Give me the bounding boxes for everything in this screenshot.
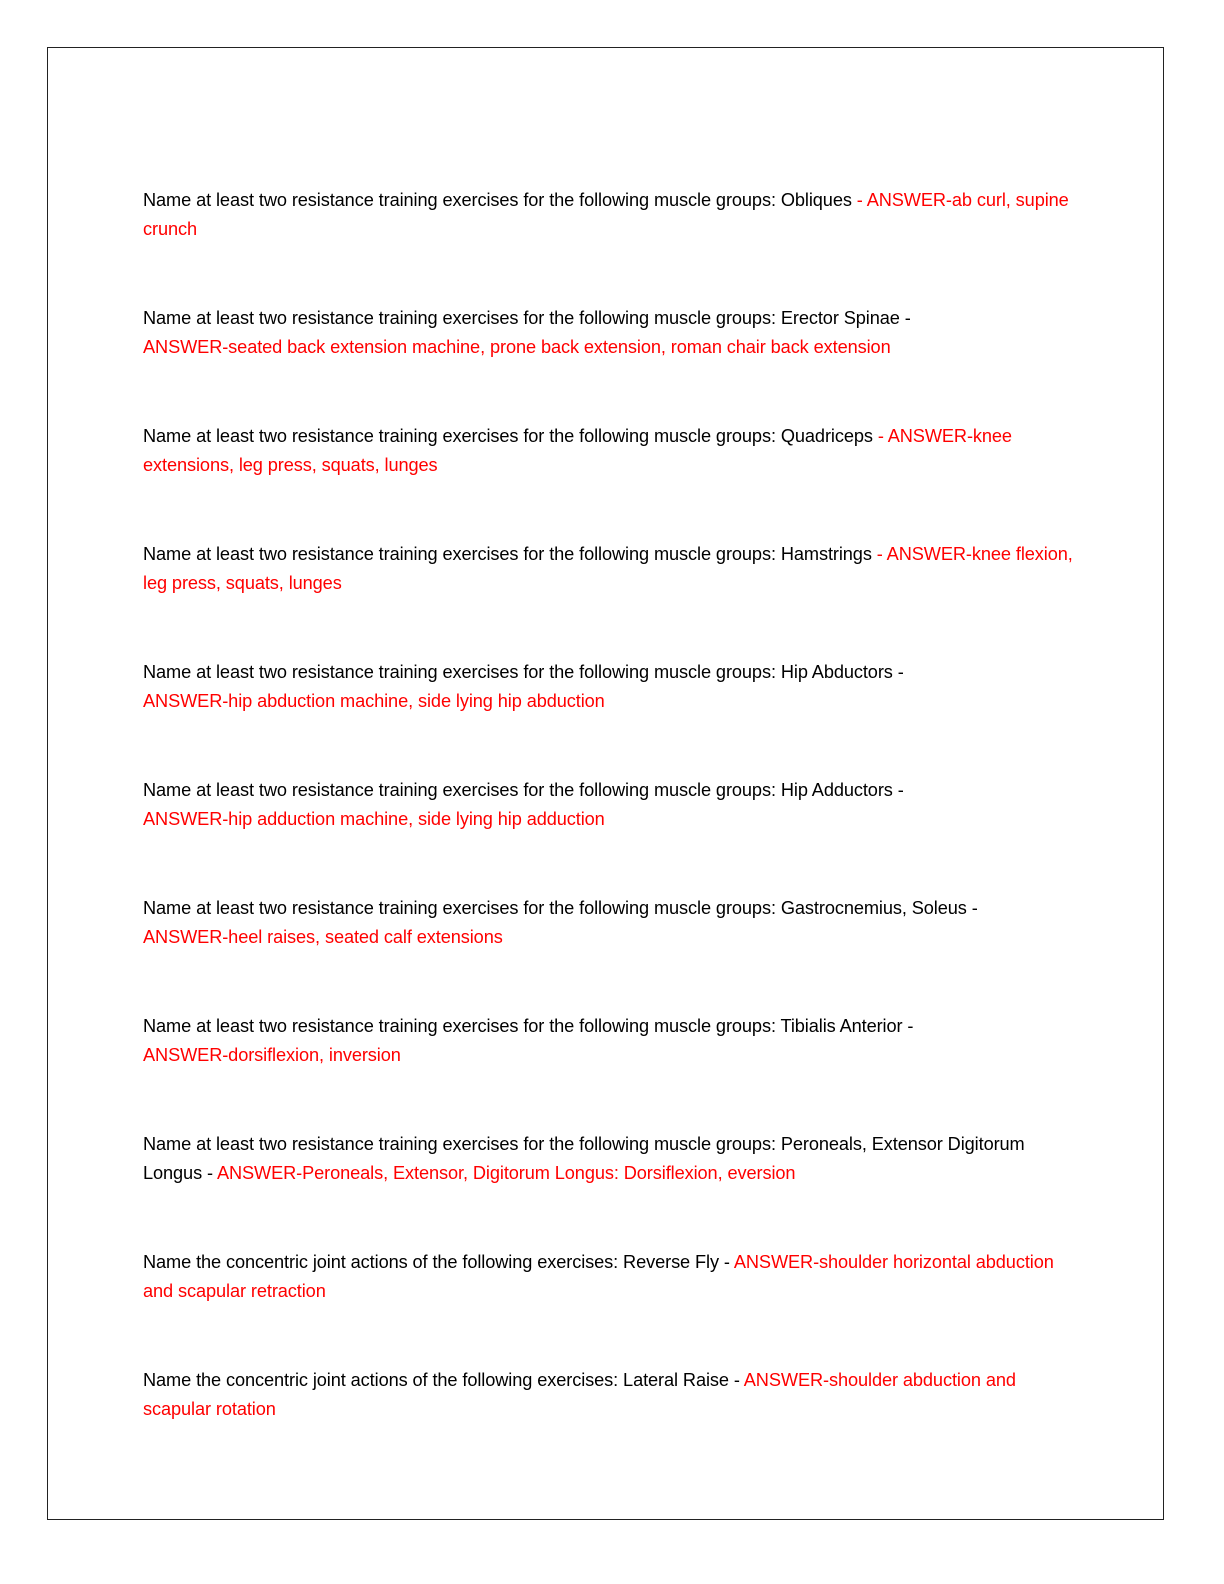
question-text: Name at least two resistance training exercises for the following muscle groups: Tibialis Anterior - [143,1016,914,1036]
qa-item-lateral-raise [143,1366,1073,1424]
question-text: Name at least two resistance training exercises for the following muscle groups: Obliques [143,190,852,210]
answer-text: ANSWER-shoulder horizontal abduction and scapular retraction [143,1252,1054,1301]
question-text: Name at least two resistance training exercises for the following muscle groups: Quadriceps [143,426,873,446]
question-text: Name at least two resistance training exercises for the following muscle groups: Hamstrings [143,544,872,564]
question-text: Name the concentric joint actions of the following exercises: Lateral Raise - [143,1370,740,1390]
question-text: Name the concentric joint actions of the following exercises: Reverse Fly - [143,1252,730,1272]
question-text: Name at least two resistance training exercises for the following muscle groups: Gastrocnemius, Soleus - [143,898,978,918]
answer-text: - ANSWER-ab curl, supine crunch [143,190,1069,239]
qa-item-gastrocnemius-soleus [143,894,1073,952]
qa-item-hamstrings [143,540,1073,598]
qa-item-erector-spinae [143,304,1073,362]
qa-item-obliques [143,186,1073,244]
qa-item-quadriceps [143,422,1073,480]
answer-text: ANSWER-Peroneals, Extensor, Digitorum Longus: Dorsiflexion, eversion [216,1163,796,1183]
question-text: Name at least two resistance training exercises for the following muscle groups: Hip Adductors - [143,780,904,800]
answer-text: ANSWER-hip adduction machine, side lying hip adduction [143,809,605,829]
answer-text: ANSWER-dorsiflexion, inversion [143,1045,401,1065]
answer-text: - ANSWER-knee flexion, leg press, squats, lunges [143,544,1073,593]
answer-text: ANSWER-hip abduction machine, side lying hip abduction [143,691,605,711]
qa-item-tibialis-anterior [143,1012,1073,1070]
qa-list [143,186,1073,1484]
qa-item-hip-adductors [143,776,1073,834]
qa-item-peroneals [143,1130,1073,1188]
answer-text: ANSWER-heel raises, seated calf extensions [143,927,503,947]
answer-text: - ANSWER-knee extensions, leg press, squats, lunges [143,426,1012,475]
question-text: Name at least two resistance training exercises for the following muscle groups: Erector Spinae - [143,308,911,328]
answer-text: ANSWER-shoulder abduction and scapular rotation [143,1370,1016,1419]
qa-item-reverse-fly [143,1248,1073,1306]
answer-text: ANSWER-seated back extension machine, prone back extension, roman chair back extension [143,337,891,357]
question-text: Name at least two resistance training exercises for the following muscle groups: Hip Abductors - [143,662,904,682]
qa-item-hip-abductors [143,658,1073,716]
question-text: Name at least two resistance training exercises for the following muscle groups: Peroneals, Extensor Digitorum Longus - [143,1134,1025,1183]
